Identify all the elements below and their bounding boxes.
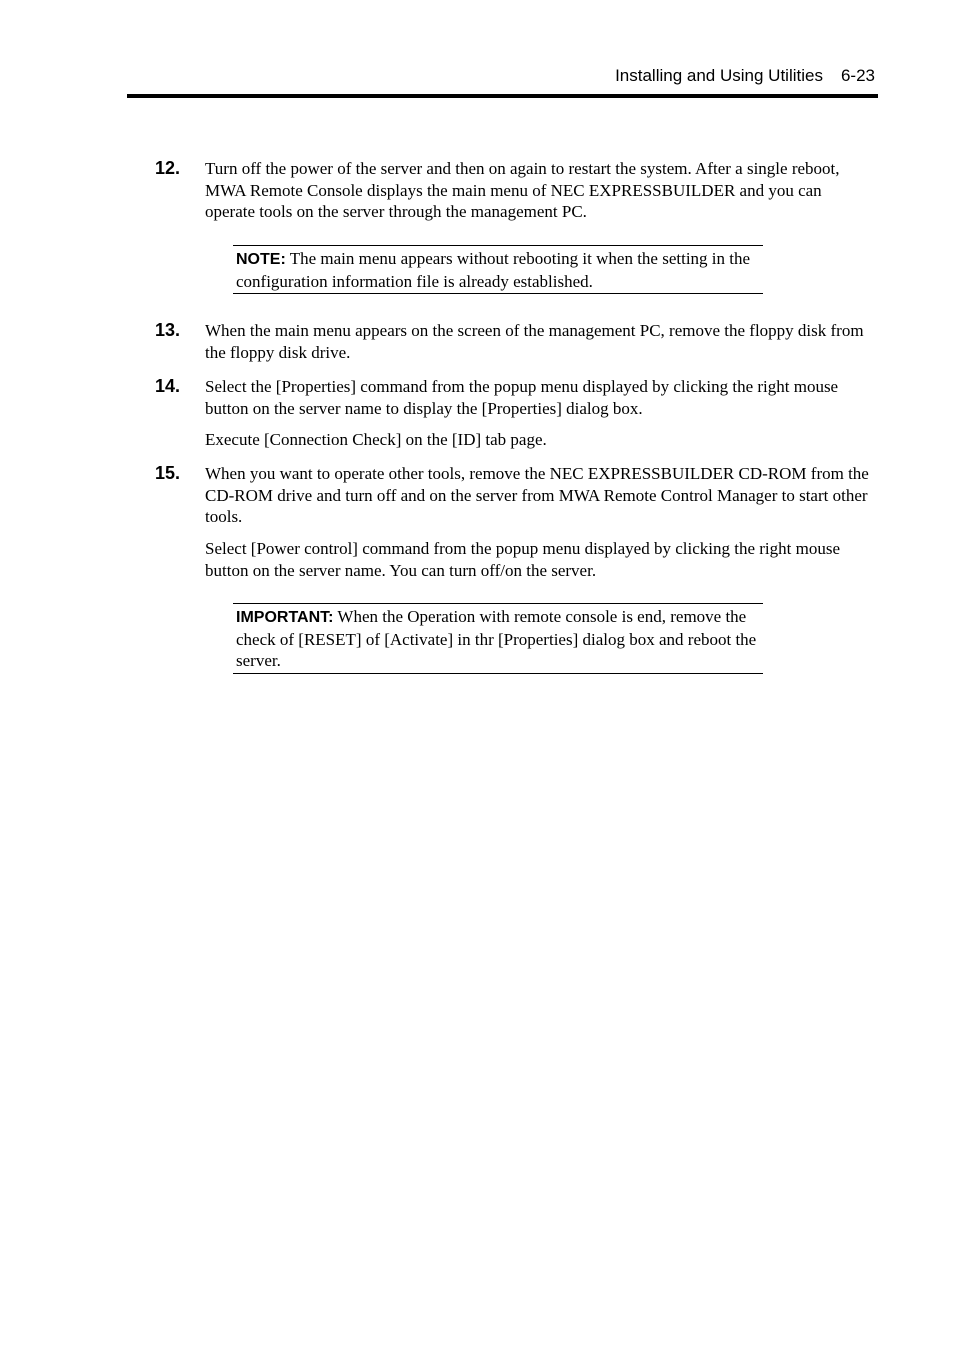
important-label: IMPORTANT: <box>236 609 334 626</box>
page-number: 6-23 <box>840 66 875 85</box>
step-14-text: Select the [Properties] command from the popup menu displayed by clicking the right mouse button on the server name to display the [Properties] dialog box. <box>205 377 839 418</box>
step-13-text: When the main menu appears on the screen of the management PC, remove the floppy disk from the floppy disk drive. <box>205 321 864 362</box>
step-15-text-2: Select [Power control] command from the popup menu displayed by clicking the right mouse button on the server name. You can turn off/on the server. <box>205 539 840 580</box>
section-title: Installing and Using Utilities <box>615 66 823 85</box>
step-14-number: 14. <box>155 376 181 396</box>
note-label: NOTE: <box>236 251 286 268</box>
step-12-text: Turn off the power of the server and then on again to restart the system. After a single reboot, MWA Remote Console displays the main menu of NEC EXPRESSBUILDER and you can operate tools on the server through the management PC. <box>205 159 840 221</box>
note-box <box>233 245 763 294</box>
step-15-text: When you want to operate other tools, remove the NEC EXPRESSBUILDER CD-ROM from the CD-ROM drive and turn off and on the server from MWA Remote Control Manager to start other tools. <box>205 464 869 526</box>
note-text: The main menu appears without rebooting it when the setting in the configuration information file is already established. <box>236 249 751 291</box>
step-12-number: 12. <box>155 158 181 178</box>
important-text: When the Operation with remote console is end, remove the check of [RESET] of [Activate] in thr [Properties] dialog box and reboot the server. <box>236 607 757 670</box>
header-rule <box>127 94 878 98</box>
step-13-number: 13. <box>155 320 181 340</box>
step-15-number: 15. <box>155 463 181 483</box>
step-14-text-2: Execute [Connection Check] on the [ID] tab page. <box>205 430 547 449</box>
running-header <box>615 66 875 86</box>
important-box <box>233 603 763 674</box>
